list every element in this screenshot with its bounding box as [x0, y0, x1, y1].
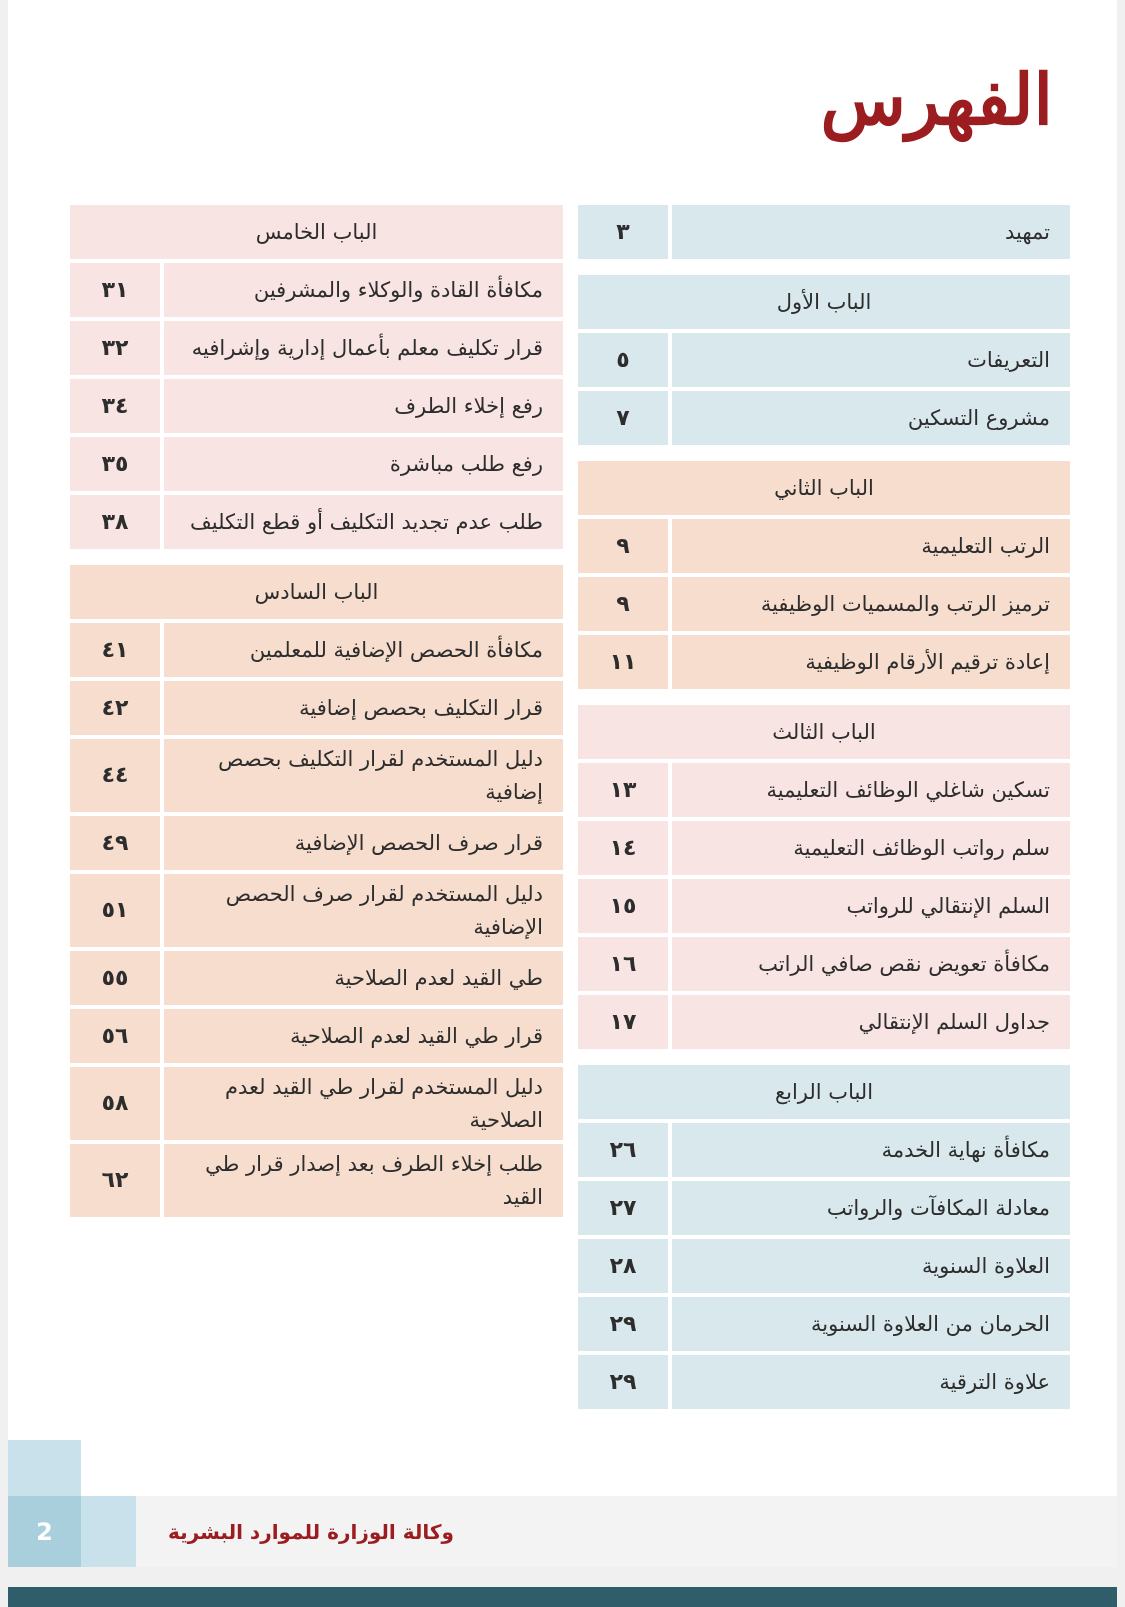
- entry-page-number: ٢٧: [578, 1181, 668, 1235]
- entry-page-number: ٩: [578, 519, 668, 573]
- entry-label: علاوة الترقية: [672, 1355, 1070, 1409]
- entry-page-number: ١٣: [578, 763, 668, 817]
- entry-page-number: ٤١: [70, 623, 160, 677]
- entry-page-number: ١٤: [578, 821, 668, 875]
- entry-label: دليل المستخدم لقرار التكليف بحصص إضافية: [164, 739, 563, 812]
- entry-page-number: ٥: [578, 333, 668, 387]
- entry-label: العلاوة السنوية: [672, 1239, 1070, 1293]
- toc-entry[interactable]: [578, 1181, 1070, 1235]
- toc-entry[interactable]: [70, 321, 563, 375]
- toc-entry[interactable]: [70, 495, 563, 549]
- entry-page-number: ٢٩: [578, 1297, 668, 1351]
- toc-section: [70, 205, 563, 549]
- entry-page-number: ٣: [578, 205, 668, 259]
- entry-page-number: ٢٦: [578, 1123, 668, 1177]
- entry-page-number: ٣٢: [70, 321, 160, 375]
- entry-page-number: ١٥: [578, 879, 668, 933]
- toc-entry[interactable]: [578, 763, 1070, 817]
- page-number: 2: [36, 1517, 53, 1546]
- entry-page-number: ٧: [578, 391, 668, 445]
- entry-label: قرار صرف الحصص الإضافية: [164, 816, 563, 870]
- toc-entry[interactable]: [70, 437, 563, 491]
- entry-label: الحرمان من العلاوة السنوية: [672, 1297, 1070, 1351]
- entry-label: تسكين شاغلي الوظائف التعليمية: [672, 763, 1070, 817]
- toc-section: [578, 461, 1070, 689]
- toc-section: [578, 275, 1070, 445]
- entry-page-number: ٣٥: [70, 437, 160, 491]
- toc-entry[interactable]: [578, 333, 1070, 387]
- toc-entry[interactable]: [70, 951, 563, 1005]
- toc-entry[interactable]: [578, 995, 1070, 1049]
- entry-label: مكافأة الحصص الإضافية للمعلمين: [164, 623, 563, 677]
- entry-label: رفع إخلاء الطرف: [164, 379, 563, 433]
- entry-label: طلب عدم تجديد التكليف أو قطع التكليف: [164, 495, 563, 549]
- entry-label: السلم الإنتقالي للرواتب: [672, 879, 1070, 933]
- entry-label: إعادة ترقيم الأرقام الوظيفية: [672, 635, 1070, 689]
- bottom-bar: [8, 1587, 1117, 1607]
- toc-entry[interactable]: [578, 1355, 1070, 1409]
- footer-decor-square: [8, 1440, 81, 1496]
- footer-decor-square: [81, 1496, 136, 1567]
- entry-label: مشروع التسكين: [672, 391, 1070, 445]
- entry-page-number: ٤٩: [70, 816, 160, 870]
- entry-page-number: ٣٤: [70, 379, 160, 433]
- entry-page-number: ١٧: [578, 995, 668, 1049]
- page-title: الفهرس: [820, 58, 1053, 141]
- entry-page-number: ٥٦: [70, 1009, 160, 1063]
- toc-entry[interactable]: [70, 263, 563, 317]
- entry-page-number: ٢٩: [578, 1355, 668, 1409]
- toc-entry[interactable]: [70, 623, 563, 677]
- entry-page-number: ٥١: [70, 874, 160, 947]
- entry-page-number: ١٦: [578, 937, 668, 991]
- entry-label: سلم رواتب الوظائف التعليمية: [672, 821, 1070, 875]
- section-header: الباب السادس: [70, 565, 563, 619]
- toc-entry[interactable]: [578, 205, 1070, 259]
- toc-entry[interactable]: [70, 1144, 563, 1217]
- toc-entry[interactable]: [578, 879, 1070, 933]
- entry-page-number: ٦٢: [70, 1144, 160, 1217]
- entry-page-number: ١١: [578, 635, 668, 689]
- entry-page-number: ٣١: [70, 263, 160, 317]
- toc-entry[interactable]: [70, 1067, 563, 1140]
- footer-org-name: وكالة الوزارة للموارد البشرية: [168, 1519, 454, 1544]
- toc-entry[interactable]: [70, 874, 563, 947]
- entry-label: قرار طي القيد لعدم الصلاحية: [164, 1009, 563, 1063]
- toc-section: [578, 1065, 1070, 1409]
- entry-label: معادلة المكافآت والرواتب: [672, 1181, 1070, 1235]
- entry-label: قرار التكليف بحصص إضافية: [164, 681, 563, 735]
- toc-section: [70, 565, 563, 1217]
- entry-page-number: ٩: [578, 577, 668, 631]
- toc-entry[interactable]: [578, 519, 1070, 573]
- toc-entry[interactable]: [578, 821, 1070, 875]
- section-header: الباب الثاني: [578, 461, 1070, 515]
- entry-page-number: ٤٢: [70, 681, 160, 735]
- entry-label: جداول السلم الإنتقالي: [672, 995, 1070, 1049]
- entry-label: مكافأة القادة والوكلاء والمشرفين: [164, 263, 563, 317]
- entry-page-number: ٣٨: [70, 495, 160, 549]
- toc-entry[interactable]: [578, 391, 1070, 445]
- document-page: [8, 0, 1117, 1567]
- toc-entry[interactable]: [578, 1123, 1070, 1177]
- section-header: الباب الخامس: [70, 205, 563, 259]
- toc-entry[interactable]: [70, 681, 563, 735]
- toc-entry[interactable]: [70, 739, 563, 812]
- toc-entry[interactable]: [578, 577, 1070, 631]
- toc-left-column: [70, 205, 563, 1233]
- toc-entry[interactable]: [578, 1239, 1070, 1293]
- entry-label: دليل المستخدم لقرار طي القيد لعدم الصلاحية: [164, 1067, 563, 1140]
- entry-label: رفع طلب مباشرة: [164, 437, 563, 491]
- toc-section: [578, 205, 1070, 259]
- entry-label: دليل المستخدم لقرار صرف الحصص الإضافية: [164, 874, 563, 947]
- entry-label: الرتب التعليمية: [672, 519, 1070, 573]
- toc-right-column: [578, 205, 1070, 1425]
- section-header: الباب الثالث: [578, 705, 1070, 759]
- entry-label: تمهيد: [672, 205, 1070, 259]
- entry-page-number: ٤٤: [70, 739, 160, 812]
- entry-label: طلب إخلاء الطرف بعد إصدار قرار طي القيد: [164, 1144, 563, 1217]
- entry-label: طي القيد لعدم الصلاحية: [164, 951, 563, 1005]
- entry-page-number: ٢٨: [578, 1239, 668, 1293]
- toc-entry[interactable]: [70, 379, 563, 433]
- entry-label: التعريفات: [672, 333, 1070, 387]
- entry-label: قرار تكليف معلم بأعمال إدارية وإشرافيه: [164, 321, 563, 375]
- entry-page-number: ٥٥: [70, 951, 160, 1005]
- section-header: الباب الرابع: [578, 1065, 1070, 1119]
- toc-entry[interactable]: [578, 937, 1070, 991]
- toc-entry[interactable]: [578, 1297, 1070, 1351]
- entry-label: مكافأة نهاية الخدمة: [672, 1123, 1070, 1177]
- toc-entry[interactable]: [70, 1009, 563, 1063]
- toc-entry[interactable]: [578, 635, 1070, 689]
- entry-page-number: ٥٨: [70, 1067, 160, 1140]
- toc-entry[interactable]: [70, 816, 563, 870]
- entry-label: مكافأة تعويض نقص صافي الراتب: [672, 937, 1070, 991]
- section-header: الباب الأول: [578, 275, 1070, 329]
- entry-label: ترميز الرتب والمسميات الوظيفية: [672, 577, 1070, 631]
- toc-section: [578, 705, 1070, 1049]
